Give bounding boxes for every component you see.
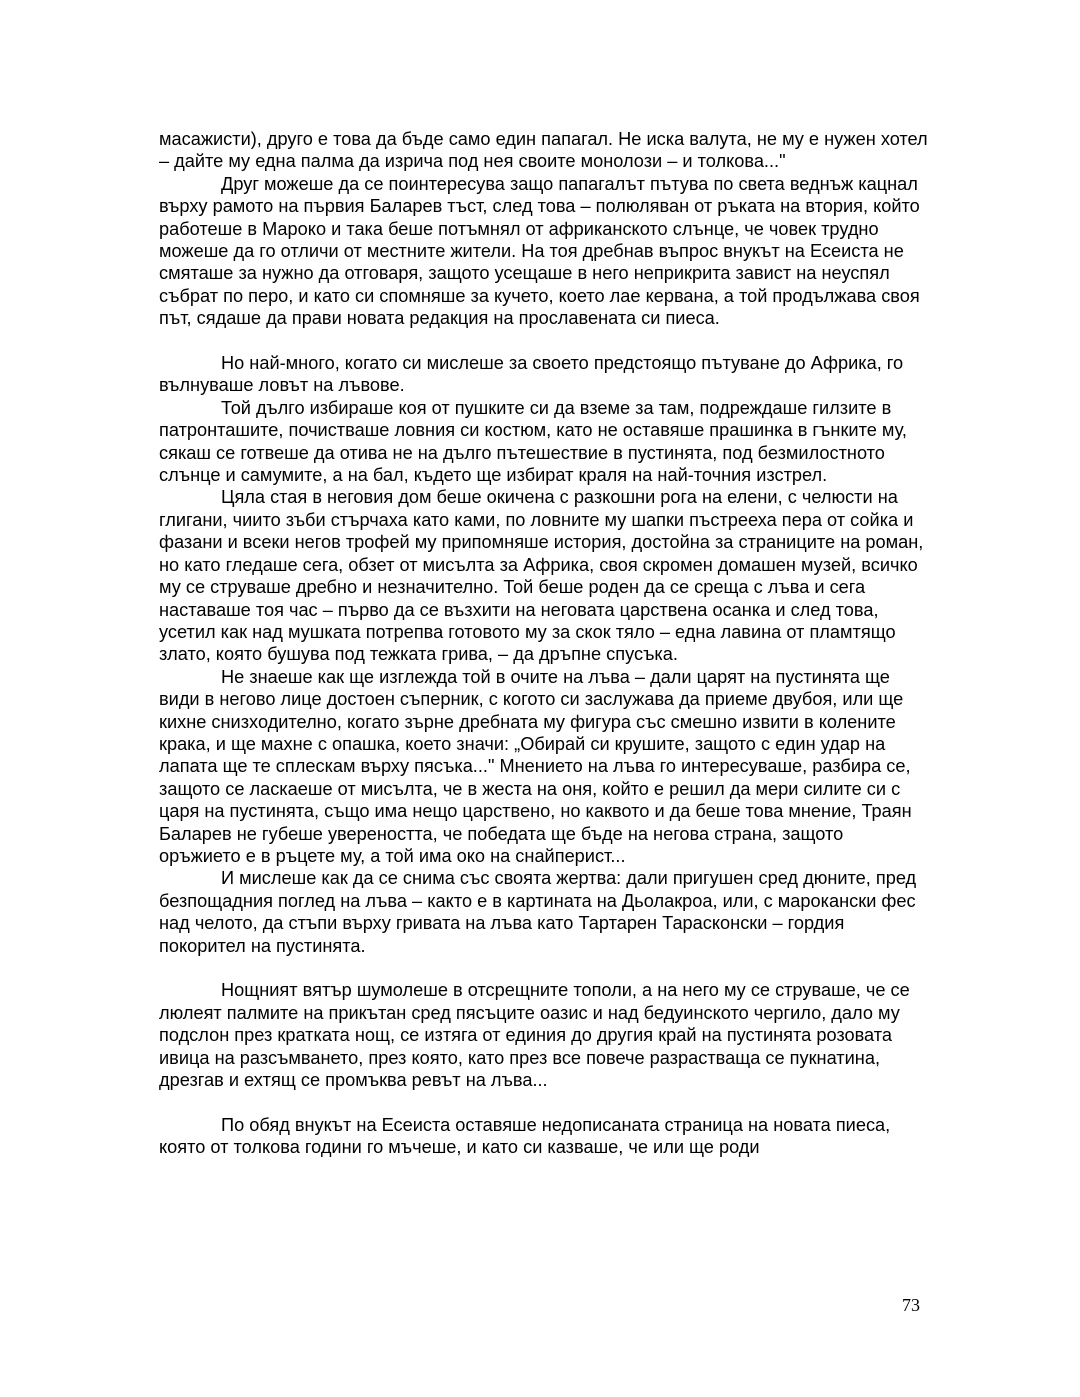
paragraph: И мислеше как да се снима със своята жертва: дали пригушен сред дюните, пред безпощадния поглед на лъва – както е в картината на Дьолакроа, или, с марокански фес над челото, да стъпи върху гривата на лъва като Тартарен Тарасконски – гордия покорител на пустинята. bbox=[159, 868, 917, 956]
paragraph: По обяд внукът на Есеиста оставяше недописаната страница на новата пиеса, която от толкова години го мъчеше, и като си казваше, че или ще роди bbox=[159, 1114, 891, 1158]
paragraph: Друг можеше да се поинтересува защо папагалът пътува по света веднъж кацнал върху рамото на първия Баларев тъст, след това – полюляван от ръката на втория, който работеше в Мароко и така беше потъмнял от африканското слънце, че човек трудно можеше да го отличи от местните жители. На тоя дребнав въпрос внукът на Есеиста не смяташе за нужно да отговаря, защото усещаше в него неприкрита завист на неуспял събрат по перо, и като си спомняше за кучето, което лае кервана, а той продължава своя път, сядаше да прави новата редакция на прославената си пиеса. bbox=[159, 173, 920, 329]
paragraph: Нощният вятър шумолеше в отсрещните тополи, а на него му се струваше, че се люлеят палмите на прикътан сред пясъците оазис и над бедуинското чергило, дало му подслон през кратката нощ, се изтяга от единия до другия край на пустинята розовата ивица на разсъмването, през която, като през все повече разрастваща се пукнатина, дрезгав и ехтящ се промъква ревът на лъва... bbox=[159, 980, 910, 1091]
paragraph: Той дълго избираше коя от пушките си да вземе за там, подреждаше гилзите в патронташите, почистваше ловния си костюм, като не оставяше прашинка в гънките му, сякаш се готвеше да отива не на дълго пътешествие в пустинята, под безмилостното слънце и самумите, а на бал, където ще избират краля на най-точния изстрел. bbox=[159, 397, 907, 486]
body-text bbox=[159, 128, 929, 1159]
paragraph: Цяла стая в неговия дом беше окичена с разкошни рога на елени, с челюсти на глигани, чиито зъби стърчаха като ками, по ловните му шапки пъстрееха пера от сойка и фазани и всеки негов трофей му припомняше история, достойна за страниците на роман, но като гледаше сега, обзет от мисълта за Африка, своя скромен домашен музей, всичко му се струваше дребно и незначително. Той беше роден да се среща с лъва и сега наставаше тоя час – първо да се възхити на неговата царствена осанка и след това, усетил как над мушката потрепва готовото му за скок тяло – една лавина от пламтящо злато, която бушува под тежката грива, – да дръпне спусъка. bbox=[159, 487, 924, 665]
paragraph: Но най-много, когато си мислеше за своето предстоящо пътуване до Африка, го вълнуваше ловът на лъвове. bbox=[159, 353, 904, 396]
paragraph: Не знаеше как ще изглежда той в очите на лъва – дали царят на пустинята ще види в негово лице достоен съперник, с когото си заслужава да приеме двубоя, или ще кихне снизходително, когато зърне дребната му фигура със смешно извити в колените крака, и ще махне с опашка, което значи: „Обирай си крушите, защото с един удар на лапата ще те сплескам върху пясъка..." Мнението на лъва го интересуваше, разбира се, защото се ласкаеше от мисълта, че в жеста на оня, който е решил да мери силите си с царя на пустинята, също има нещо царствено, но каквото и да беше това мнение, Траян Баларев не губеше увереността, че победата ще бъде на негова страна, защото оръжието е в ръцете му, а той има око на снайперист... bbox=[159, 666, 912, 866]
paragraph-continuation: масажисти), друго е това да бъде само един папагал. Не иска валута, не му е нужен хотел – дайте му една палма да изрича под нея своите монолози – и толкова..." bbox=[159, 129, 928, 172]
page-number: 73 bbox=[902, 1295, 920, 1315]
